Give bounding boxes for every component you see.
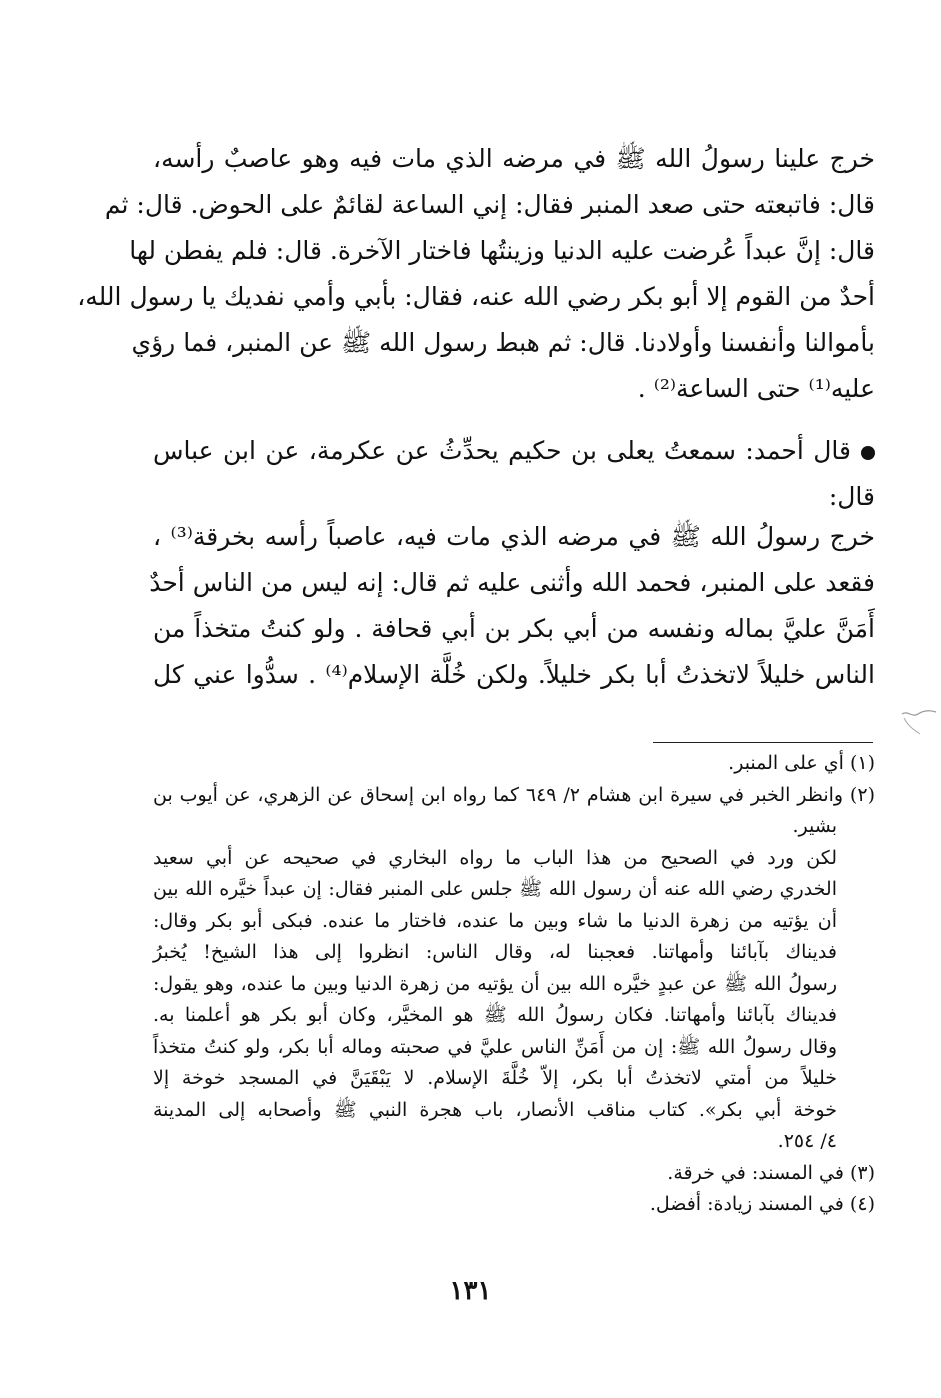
- text-line-with-bullet: [153, 428, 875, 474]
- footnote-divider: [653, 742, 873, 743]
- footnote-2-paragraph-line: خليلاً من أمتي لاتخذتُ أبا بكر، إلاّ خُلَّةَ الإسلام. لا يَبْقَيَنَّ في المسجد خوخة إلا: [153, 1067, 837, 1089]
- footnote-2-paragraph-line: خوخة أبي بكر». كتاب مناقب الأنصار، باب هجرة النبي ﷺ وأصحابه إلى المدينة: [153, 1098, 837, 1121]
- footnote-2-paragraph-line: رسولُ الله ﷺ عن عبدٍ خيَّره الله بين أن يؤتيه من زهرة الدنيا وبين ما عنده، وهو يقول:: [153, 972, 837, 995]
- footnote-2-paragraph-line: فديناك بآبائنا وأمهاتنا. فكان رسولُ الله ﷺ هو المخيَّر، وكان أبو بكر هو أعلمنا به.: [153, 1004, 837, 1026]
- footnotes: [153, 748, 875, 1221]
- footnote-1: (١) أي على المنبر.: [728, 752, 875, 774]
- text-line: قال:: [828, 482, 875, 511]
- paragraph-2: [153, 428, 875, 520]
- text-line: خرج علينا رسولُ الله ﷺ في مرضه الذي مات فيه وهو عاصبٌ رأسه،: [153, 144, 875, 173]
- footnote-2-paragraph-line: وقال رسولُ الله ﷺ: إن من أَمَنِّ الناس عليَّ في صحبته وماله أبا بكر، ولو كنتُ متخذاً: [153, 1035, 837, 1058]
- footnote-2-paragraph-line: ٤/ ٢٥٤.: [777, 1130, 837, 1152]
- paragraph-1: [77, 136, 875, 412]
- text-line: بأموالنا وأنفسنا وأولادنا. قال: ثم هبط رسول الله ﷺ عن المنبر، فما رؤي: [131, 328, 875, 357]
- text-line: قال: فاتبعته حتى صعد المنبر فقال: إني الساعة لقائمٌ على الحوض. قال: ثم: [104, 190, 875, 219]
- text-line: خرج رسولُ الله ﷺ في مرضه الذي مات فيه، عاصباً رأسه بخرقة⁽³⁾ ،: [153, 522, 876, 551]
- footnote-2-paragraph-line: فديناك بآبائنا وأمهاتنا. فعجبنا له، وقال الناس: انظروا إلى هذا الشيخ! يُخبرُ: [153, 941, 837, 963]
- page-number: ١٣١: [449, 1276, 492, 1306]
- paragraph-3: [149, 514, 876, 698]
- footnote-2-paragraph-line: أن يؤتيه من زهرة الدنيا ما شاء وبين ما عنده، فاختار ما عنده. فبكى أبو بكر وقال:: [153, 909, 837, 932]
- footnote-2-line: بشير.: [792, 815, 837, 837]
- text-line-content: قال أحمد: سمعتُ يعلى بن حكيم يحدِّثُ عن عكرمة، عن ابن عباس: [153, 436, 851, 465]
- text-line: قال: إنَّ عبداً عُرضت عليه الدنيا وزينتُها فاختار الآخرة. قال: فلم يفطن لها: [129, 236, 875, 265]
- footnote-4: (٤) في المسند زيادة: أفضل.: [649, 1193, 875, 1215]
- text-line: أَمَنَّ عليَّ بماله ونفسه من أبي بكر بن أبي قحافة . ولو كنتُ متخذاً من: [153, 614, 875, 643]
- footnote-2-line: (٢) وانظر الخبر في سيرة ابن هشام ٢/ ٦٤٩ كما رواه ابن إسحاق عن الزهري، عن أيوب بن: [153, 783, 875, 806]
- text-line: فقعد على المنبر، فحمد الله وأثنى عليه ثم قال: إنه ليس من الناس أحدٌ: [149, 568, 875, 597]
- text-line: عليه⁽¹⁾ حتى الساعة⁽²⁾ .: [637, 374, 875, 403]
- text-line: أحدٌ من القوم إلا أبو بكر رضي الله عنه، فقال: بأبي وأمي نفديك يا رسول الله،: [77, 282, 875, 311]
- footnote-2-paragraph-line: الخدري رضي الله عنه أن رسول الله ﷺ جلس على المنبر فقال: إن عبداً خيَّره الله بين: [153, 878, 837, 900]
- text-line: الناس خليلاً لاتخذتُ أبا بكر خليلاً. ولكن خُلَّة الإسلام⁽⁴⁾ . سدُّوا عني كل: [153, 660, 875, 689]
- footnote-3: (٣) في المسند: في خرقة.: [667, 1161, 875, 1184]
- margin-mark-icon: [898, 700, 938, 740]
- bullet-icon: [861, 446, 875, 460]
- footnote-2-paragraph-line: لكن ورد في الصحيح من هذا الباب ما رواه البخاري في صحيحه عن أبي سعيد: [153, 846, 837, 869]
